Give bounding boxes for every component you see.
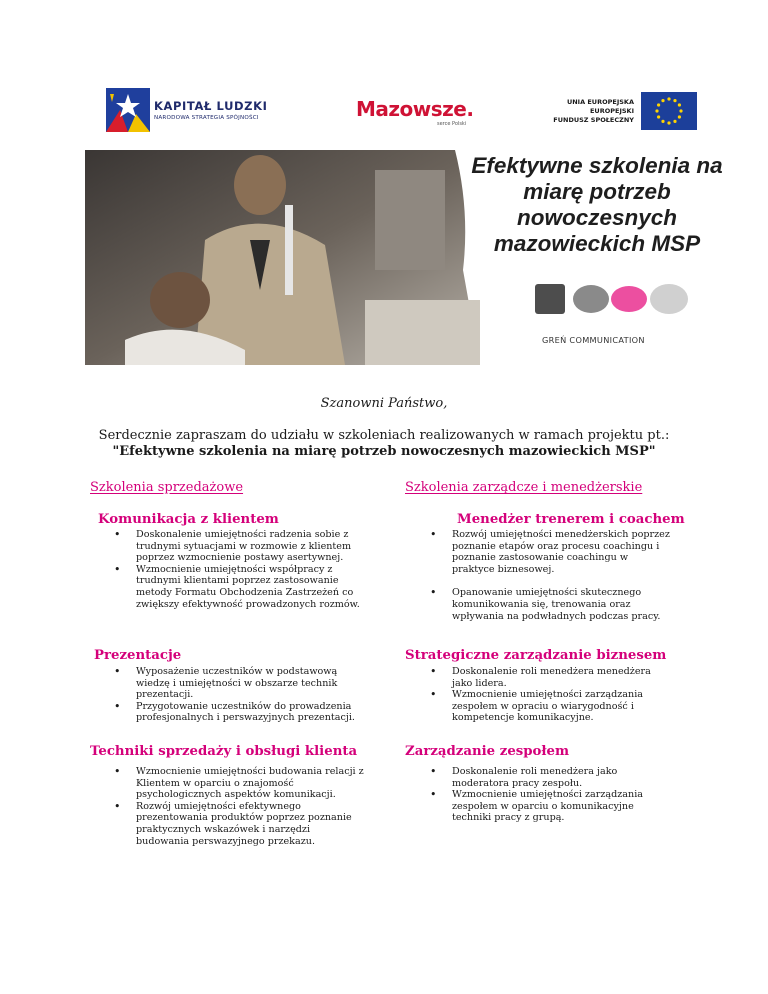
ue-line-1: UNIA EUROPEJSKA [566,98,634,106]
list-item: • Rozwój umiejętności menedżerskich poprzez poznanie etapów oraz procesu coachingu i poznanie zastosowanie coachingu w praktyce biznesowej. [452,529,672,575]
kapital-ludzki-title: KAPITAŁ LUDZKI [154,99,268,113]
list-item: • Wzmocnienie umiejętności współpracy z trudnymi klientami poprzez zastosowanie metody Formatu Obchodzenia Zastrzeżeń co zwiększy efektywność prowadzonych rozmów. [136,564,366,610]
list-item: • Wzmocnienie umiejętności zarządzania zespołem w oparciu o komunikacyjne techniki pracy z grupą. [452,789,672,824]
list-techniki [136,766,366,847]
list-menedzer [452,529,672,622]
list-zespol [452,766,672,824]
list-item: • Rozwój umiejętności efektywnego prezentowania produktów poprzez poznanie praktycznych wskazówek i narzędzi budowania perswazyjnego przekazu. [136,801,366,847]
list-item: • Opanowanie umiejętności skutecznego komunikowania się, trenowania oraz wpływania na podwładnych podczas pracy. [452,587,672,622]
section-title-strategiczne: Strategiczne zarządzanie biznesem [405,648,667,663]
list-komunikacja [136,529,366,610]
heading-management-trainings: Szkolenia zarządcze i menedżerskie [405,480,643,495]
list-item: • Doskonalenie roli menedżera jako moderatora pracy zespołu. [452,766,672,789]
list-item: • Wzmocnienie umiejętności budowania relacji z Klientem w oparciu o znajomość psychologicznych aspektów komunikacji. [136,766,366,801]
heading-sales-trainings: Szkolenia sprzedażowe [90,480,244,495]
list-item: • Wzmocnienie umiejętności zarządzania zespołem w opraciu o wiarygodność i kompetencje komunikacyjne. [452,689,672,724]
mazowsze-logo: Mazowsze. [356,97,474,121]
intro-text: Serdecznie zapraszam do udziału w szkoleniach realizowanych w ramach projektu pt.: [98,428,670,443]
list-item: • Wyposażenie uczestników w podstawową wiedzę i umiejętności w obszarze technik prezentacji. [136,666,366,701]
ue-line-3: FUNDUSZ SPOŁECZNY [553,116,634,124]
section-title-menedzer: Menedżer trenerem i coachem [457,512,685,527]
gren-shapes-icon [535,281,695,317]
gren-communication-name: GREŃ COMMUNICATION [542,335,645,345]
section-title-zespol: Zarządzanie zespołem [405,744,570,759]
project-title: "Efektywne szkolenia na miarę potrzeb nowoczesnych mazowieckich MSP" [112,444,656,459]
list-item: • Doskonalenie umiejętności radzenia sobie z trudnymi sytuacjami w rozmowie z klientem poprzez wzmocnienie postawy asertywnej. [136,529,366,564]
list-item: • Doskonalenie roli menedżera menedżera jako lidera. [452,666,672,689]
list-prezentacje [136,666,366,724]
section-title-techniki: Techniki sprzedaży i obsługi klienta [90,744,358,759]
banner-photo [85,150,480,365]
ue-line-2: EUROPEJSKI [589,107,634,115]
kapital-ludzki-subtitle: NARODOWA STRATEGIA SPÓJNOŚCI [154,115,259,121]
list-item: • Przygotowanie uczestników do prowadzenia profesjonalnych i perswazyjnych prezentacji. [136,701,366,724]
kapital-ludzki-emblem-icon [106,88,150,132]
eu-flag-icon [641,92,697,130]
section-title-prezentacje: Prezentacje [94,648,182,663]
banner-title: Efektywne szkolenia na miarę potrzeb nowoczesnych mazowieckich MSP [471,153,723,256]
mazowsze-tagline: serce Polski [437,121,467,127]
section-title-komunikacja: Komunikacja z klientem [98,512,279,527]
list-strategiczne [452,666,672,724]
greeting: Szanowni Państwo, [320,396,448,411]
